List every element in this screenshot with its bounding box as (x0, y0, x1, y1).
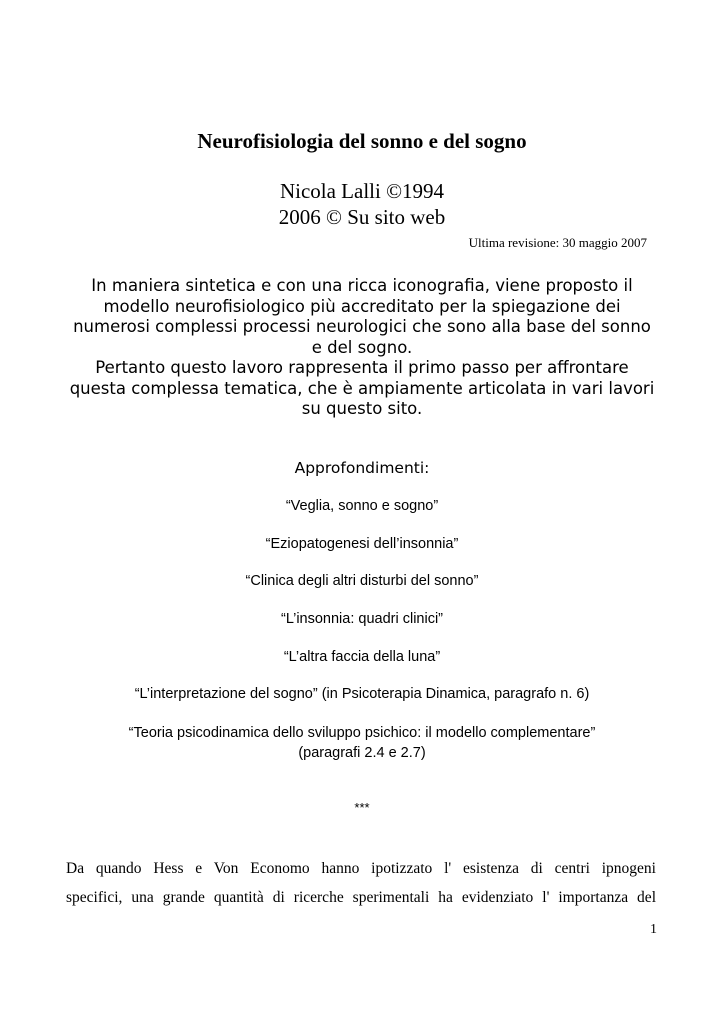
link-teoria-psicodinamica-note: (paragrafi 2.4 e 2.7) (298, 745, 426, 761)
abstract-line: su questo sito. (301, 399, 423, 418)
link-veglia-sonno-sogno[interactable]: “Veglia, sonno e sogno” (285, 498, 439, 514)
body-line: specifici, una grande quantità di ricerche sperimentali ha evidenziato l' importanza del (66, 889, 656, 906)
web-line: 2006 © Su sito web (278, 205, 446, 229)
abstract (60, 276, 664, 420)
link-interpretazione-sogno[interactable]: “L’interpretazione del sogno” (in Psicoterapia Dinamica, paragrafo n. 6) (134, 686, 590, 702)
section-separator: *** (354, 800, 370, 815)
link-clinica-disturbi-sonno[interactable]: “Clinica degli altri disturbi del sonno” (245, 573, 479, 589)
abstract-line: modello neurofisiologico più accreditato per la spiegazione dei (103, 296, 621, 316)
link-eziopatogenesi-insonnia[interactable]: “Eziopatogenesi dell’insonnia” (265, 536, 459, 552)
document-title: Neurofisiologia del sonno e del sogno (197, 129, 527, 153)
revision-date: Ultima revisione: 30 maggio 2007 (468, 235, 647, 250)
abstract-line: numerosi complessi processi neurologici che sono alla base del sonno (73, 317, 651, 336)
body-paragraph (66, 854, 656, 912)
abstract-line: e del sogno. (311, 337, 413, 357)
link-altra-faccia-luna[interactable]: “L’altra faccia della luna” (283, 649, 441, 665)
page-number: 1 (650, 922, 657, 937)
approfondimenti-heading: Approfondimenti: (294, 459, 430, 477)
author-line: Nicola Lalli ©1994 (279, 179, 445, 203)
abstract-line: questa complessa tematica, che è ampiamente articolata in vari lavori (69, 378, 655, 398)
link-insonnia-quadri-clinici[interactable]: “L’insonnia: quadri clinici” (281, 611, 443, 627)
body-line: Da quando Hess e Von Economo hanno ipotizzato l' esistenza di centri ipnogeni (66, 860, 656, 877)
abstract-line: Pertanto questo lavoro rappresenta il primo passo per affrontare (95, 358, 629, 377)
link-teoria-psicodinamica[interactable]: “Teoria psicodinamica dello sviluppo psichico: il modello complementare” (128, 725, 596, 741)
abstract-line: In maniera sintetica e con una ricca iconografia, viene proposto il (91, 276, 633, 295)
